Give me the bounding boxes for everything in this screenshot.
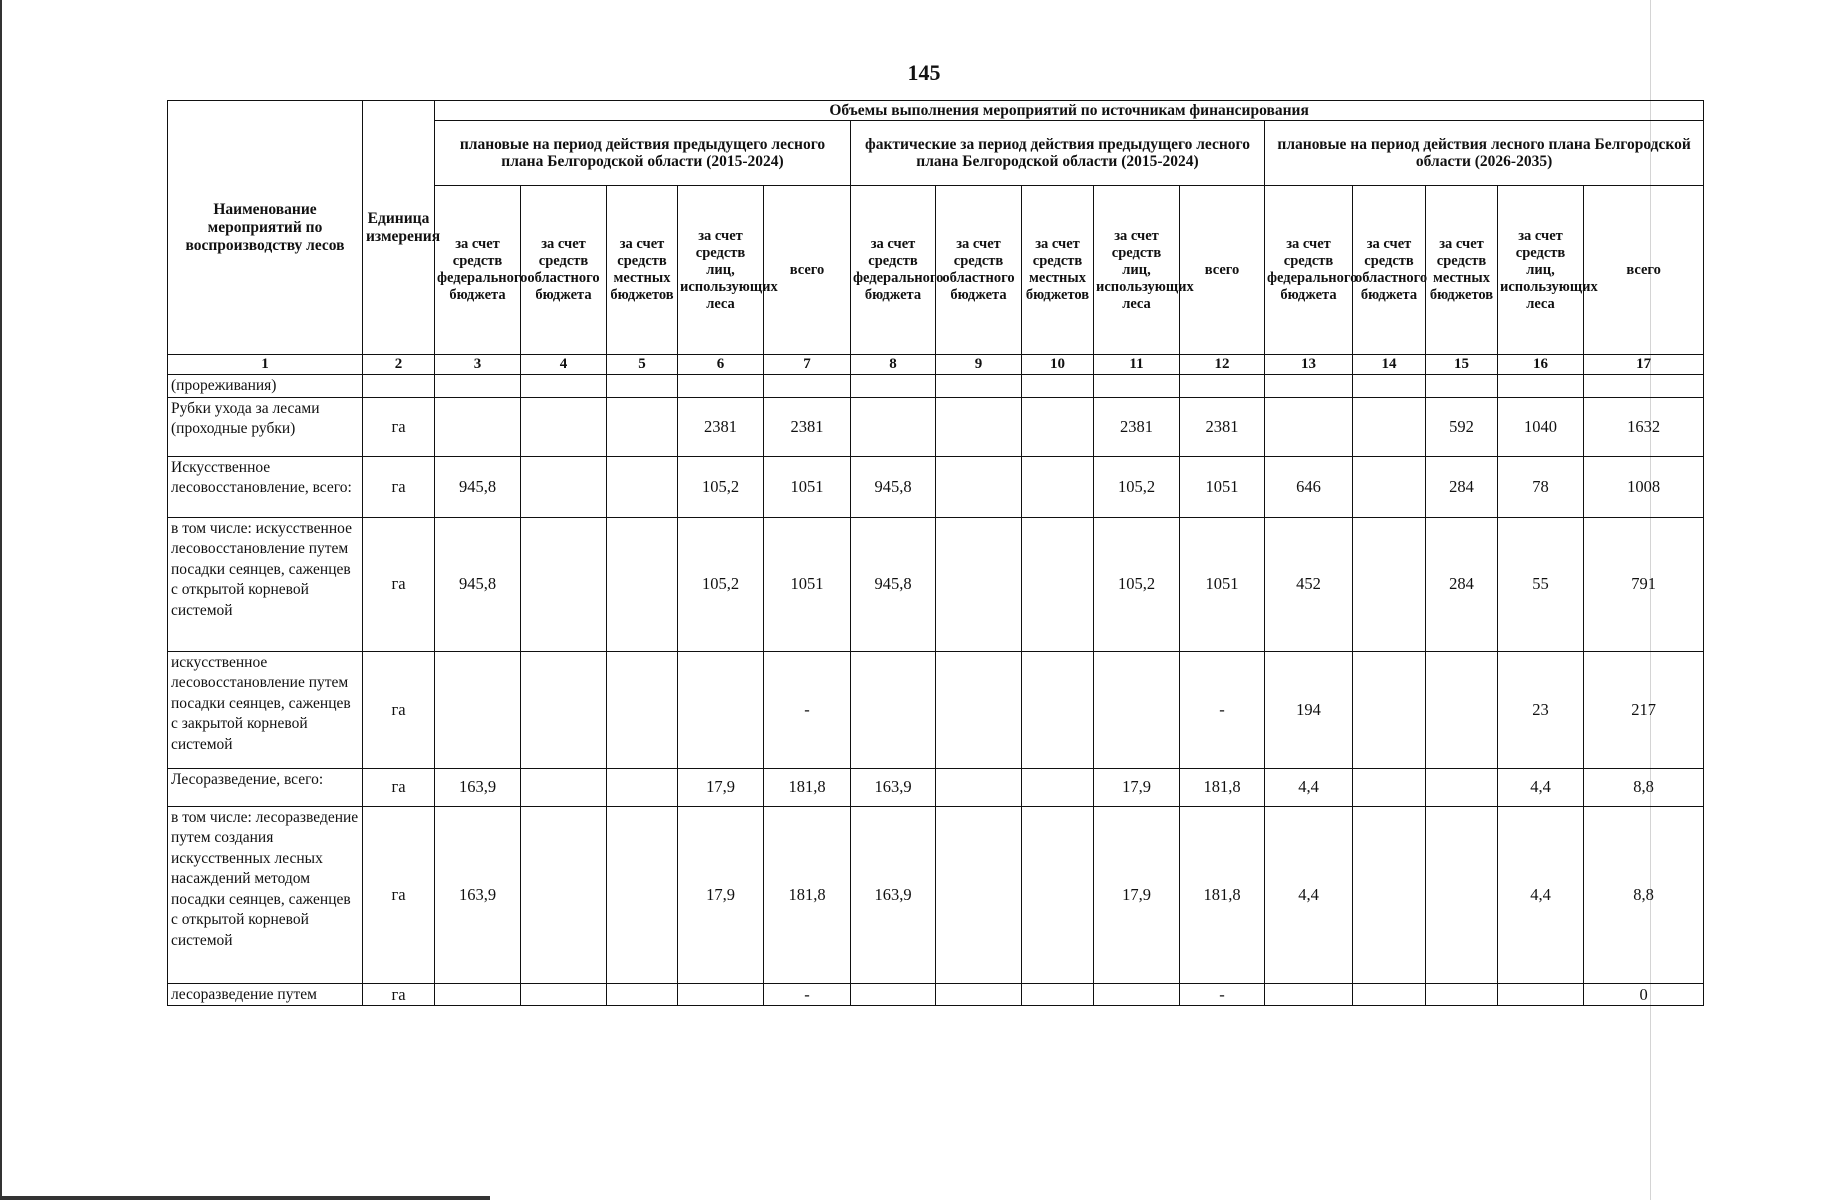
value-cell-col-13: 4,4 xyxy=(1265,768,1353,806)
table-row xyxy=(168,651,1704,768)
value-cell-col-7: - xyxy=(764,983,851,1006)
scan-left-edge xyxy=(0,0,2,1200)
value-cell-col-3 xyxy=(435,983,521,1006)
value-cell-col-15: 592 xyxy=(1426,397,1498,456)
value-cell-col-7: 1051 xyxy=(764,517,851,651)
value-cell-col-8: 163,9 xyxy=(851,768,936,806)
value-cell-col-12: 181,8 xyxy=(1180,768,1265,806)
value-cell-col-5 xyxy=(607,375,678,398)
value-cell-col-14 xyxy=(1353,456,1426,517)
activity-name-cell: искусственное лесовосстановление путем посадки сеянцев, саженцев с закрытой корневой системой xyxy=(168,651,363,768)
activity-name-cell: в том числе: лесоразведение путем создания искусственных лесных насаждений методом посадки сеянцев, саженцев с открытой корневой системой xyxy=(168,806,363,983)
table-row xyxy=(168,768,1704,806)
column-number-2: 2 xyxy=(363,355,435,375)
value-cell-col-14 xyxy=(1353,768,1426,806)
value-cell-col-3: 945,8 xyxy=(435,517,521,651)
unit-cell: га xyxy=(363,806,435,983)
value-cell-col-17 xyxy=(1584,375,1704,398)
value-cell-col-7: 181,8 xyxy=(764,768,851,806)
value-cell-col-8 xyxy=(851,375,936,398)
header-subcol-14: за счет средств областного бюджета xyxy=(1353,186,1426,355)
value-cell-col-6: 105,2 xyxy=(678,456,764,517)
column-number-5: 5 xyxy=(607,355,678,375)
activity-name-cell: в том числе: искусственное лесовосстановление путем посадки сеянцев, саженцев с открытой корневой системой xyxy=(168,517,363,651)
value-cell-col-14 xyxy=(1353,651,1426,768)
value-cell-col-4 xyxy=(521,651,607,768)
header-group-planned-new: плановые на период действия лесного плана Белгородской области (2026-2035) xyxy=(1265,121,1704,186)
column-number-4: 4 xyxy=(521,355,607,375)
value-cell-col-11: 2381 xyxy=(1094,397,1180,456)
column-number-8: 8 xyxy=(851,355,936,375)
column-number-15: 15 xyxy=(1426,355,1498,375)
reforestation-table xyxy=(167,100,1704,1006)
table-row xyxy=(168,375,1704,398)
value-cell-col-3 xyxy=(435,397,521,456)
value-cell-col-4 xyxy=(521,768,607,806)
value-cell-col-11: 17,9 xyxy=(1094,768,1180,806)
value-cell-col-5 xyxy=(607,456,678,517)
value-cell-col-5 xyxy=(607,983,678,1006)
value-cell-col-9 xyxy=(936,517,1022,651)
value-cell-col-11: 17,9 xyxy=(1094,806,1180,983)
value-cell-col-13 xyxy=(1265,397,1353,456)
value-cell-col-10 xyxy=(1022,397,1094,456)
value-cell-col-16: 55 xyxy=(1498,517,1584,651)
unit-cell: га xyxy=(363,456,435,517)
header-group-actual-previous: фактические за период действия предыдущего лесного плана Белгородской области (2015-2024) xyxy=(851,121,1265,186)
value-cell-col-3: 945,8 xyxy=(435,456,521,517)
table-row xyxy=(168,983,1704,1006)
unit-cell xyxy=(363,375,435,398)
value-cell-col-11: 105,2 xyxy=(1094,517,1180,651)
value-cell-col-10 xyxy=(1022,456,1094,517)
value-cell-col-6: 2381 xyxy=(678,397,764,456)
value-cell-col-16 xyxy=(1498,983,1584,1006)
value-cell-col-15 xyxy=(1426,768,1498,806)
value-cell-col-16: 4,4 xyxy=(1498,806,1584,983)
column-number-10: 10 xyxy=(1022,355,1094,375)
value-cell-col-6 xyxy=(678,983,764,1006)
column-number-7: 7 xyxy=(764,355,851,375)
value-cell-col-7: - xyxy=(764,651,851,768)
value-cell-col-16: 4,4 xyxy=(1498,768,1584,806)
header-subcol-9: за счет средств областного бюджета xyxy=(936,186,1022,355)
value-cell-col-14 xyxy=(1353,517,1426,651)
value-cell-col-8: 945,8 xyxy=(851,456,936,517)
value-cell-col-6: 105,2 xyxy=(678,517,764,651)
value-cell-col-4 xyxy=(521,517,607,651)
value-cell-col-4 xyxy=(521,983,607,1006)
value-cell-col-10 xyxy=(1022,517,1094,651)
table-row xyxy=(168,397,1704,456)
value-cell-col-12: 2381 xyxy=(1180,397,1265,456)
value-cell-col-12: 1051 xyxy=(1180,456,1265,517)
page-number: 145 xyxy=(907,60,941,85)
value-cell-col-11: 105,2 xyxy=(1094,456,1180,517)
reforestation-table-container xyxy=(167,100,1704,1006)
table-row xyxy=(168,456,1704,517)
header-subcol-4: за счет средств областного бюджета xyxy=(521,186,607,355)
value-cell-col-14 xyxy=(1353,806,1426,983)
header-subcol-3: за счет средств федерального бюджета xyxy=(435,186,521,355)
column-number-1: 1 xyxy=(168,355,363,375)
value-cell-col-10 xyxy=(1022,375,1094,398)
value-cell-col-17: 1632 xyxy=(1584,397,1704,456)
value-cell-col-10 xyxy=(1022,651,1094,768)
unit-cell: га xyxy=(363,517,435,651)
header-unit: Единица измерения xyxy=(363,101,435,355)
value-cell-col-8: 945,8 xyxy=(851,517,936,651)
value-cell-col-17: 0 xyxy=(1584,983,1704,1006)
value-cell-col-17: 217 xyxy=(1584,651,1704,768)
value-cell-col-11 xyxy=(1094,983,1180,1006)
value-cell-col-9 xyxy=(936,806,1022,983)
value-cell-col-10 xyxy=(1022,983,1094,1006)
value-cell-col-3: 163,9 xyxy=(435,768,521,806)
value-cell-col-5 xyxy=(607,806,678,983)
column-number-3: 3 xyxy=(435,355,521,375)
value-cell-col-4 xyxy=(521,375,607,398)
value-cell-col-14 xyxy=(1353,397,1426,456)
header-funding-volumes: Объемы выполнения мероприятий по источникам финансирования xyxy=(435,101,1704,121)
header-subcol-12: всего xyxy=(1180,186,1265,355)
unit-cell: га xyxy=(363,397,435,456)
value-cell-col-13: 194 xyxy=(1265,651,1353,768)
value-cell-col-10 xyxy=(1022,768,1094,806)
value-cell-col-4 xyxy=(521,456,607,517)
activity-name-cell: Искусственное лесовосстановление, всего: xyxy=(168,456,363,517)
value-cell-col-11 xyxy=(1094,375,1180,398)
value-cell-col-7: 2381 xyxy=(764,397,851,456)
header-activity-name: Наименование мероприятий по воспроизводству лесов xyxy=(168,101,363,355)
value-cell-col-9 xyxy=(936,397,1022,456)
value-cell-col-11 xyxy=(1094,651,1180,768)
value-cell-col-3 xyxy=(435,651,521,768)
value-cell-col-13 xyxy=(1265,983,1353,1006)
value-cell-col-13: 4,4 xyxy=(1265,806,1353,983)
header-subcol-6: за счет средств лиц, использующих леса xyxy=(678,186,764,355)
value-cell-col-14 xyxy=(1353,983,1426,1006)
value-cell-col-4 xyxy=(521,806,607,983)
value-cell-col-17: 8,8 xyxy=(1584,768,1704,806)
value-cell-col-3 xyxy=(435,375,521,398)
value-cell-col-12 xyxy=(1180,375,1265,398)
unit-cell: га xyxy=(363,768,435,806)
value-cell-col-13: 646 xyxy=(1265,456,1353,517)
value-cell-col-15: 284 xyxy=(1426,456,1498,517)
value-cell-col-5 xyxy=(607,397,678,456)
value-cell-col-3: 163,9 xyxy=(435,806,521,983)
column-number-11: 11 xyxy=(1094,355,1180,375)
value-cell-col-12: 1051 xyxy=(1180,517,1265,651)
value-cell-col-10 xyxy=(1022,806,1094,983)
value-cell-col-8 xyxy=(851,983,936,1006)
header-subcol-5: за счет средств местных бюджетов xyxy=(607,186,678,355)
value-cell-col-12: 181,8 xyxy=(1180,806,1265,983)
column-number-13: 13 xyxy=(1265,355,1353,375)
value-cell-col-13 xyxy=(1265,375,1353,398)
value-cell-col-12: - xyxy=(1180,983,1265,1006)
table-row xyxy=(168,806,1704,983)
value-cell-col-14 xyxy=(1353,375,1426,398)
value-cell-col-17: 8,8 xyxy=(1584,806,1704,983)
value-cell-col-6 xyxy=(678,375,764,398)
activity-name-cell: (прореживания) xyxy=(168,375,363,398)
value-cell-col-16: 23 xyxy=(1498,651,1584,768)
value-cell-col-15 xyxy=(1426,983,1498,1006)
header-subcol-11: за счет средств лиц, использующих леса xyxy=(1094,186,1180,355)
value-cell-col-17: 791 xyxy=(1584,517,1704,651)
value-cell-col-5 xyxy=(607,651,678,768)
value-cell-col-9 xyxy=(936,651,1022,768)
value-cell-col-4 xyxy=(521,397,607,456)
value-cell-col-7: 181,8 xyxy=(764,806,851,983)
value-cell-col-15: 284 xyxy=(1426,517,1498,651)
activity-name-cell: лесоразведение путем xyxy=(168,983,363,1006)
value-cell-col-16: 78 xyxy=(1498,456,1584,517)
header-subcol-10: за счет средств местных бюджетов xyxy=(1022,186,1094,355)
value-cell-col-8 xyxy=(851,397,936,456)
value-cell-col-12: - xyxy=(1180,651,1265,768)
value-cell-col-15 xyxy=(1426,651,1498,768)
value-cell-col-8: 163,9 xyxy=(851,806,936,983)
column-number-12: 12 xyxy=(1180,355,1265,375)
header-group-planned-previous: плановые на период действия предыдущего лесного плана Белгородской области (2015-2024) xyxy=(435,121,851,186)
column-number-6: 6 xyxy=(678,355,764,375)
value-cell-col-16: 1040 xyxy=(1498,397,1584,456)
value-cell-col-8 xyxy=(851,651,936,768)
header-subcol-7: всего xyxy=(764,186,851,355)
column-number-14: 14 xyxy=(1353,355,1426,375)
header-subcol-15: за счет средств местных бюджетов xyxy=(1426,186,1498,355)
value-cell-col-7 xyxy=(764,375,851,398)
value-cell-col-6 xyxy=(678,651,764,768)
value-cell-col-6: 17,9 xyxy=(678,806,764,983)
unit-cell: га xyxy=(363,983,435,1006)
header-subcol-17: всего xyxy=(1584,186,1704,355)
column-number-17: 17 xyxy=(1584,355,1704,375)
value-cell-col-17: 1008 xyxy=(1584,456,1704,517)
table-row xyxy=(168,517,1704,651)
value-cell-col-9 xyxy=(936,768,1022,806)
header-subcol-8: за счет средств федерального бюджета xyxy=(851,186,936,355)
value-cell-col-5 xyxy=(607,517,678,651)
value-cell-col-7: 1051 xyxy=(764,456,851,517)
column-number-9: 9 xyxy=(936,355,1022,375)
column-number-16: 16 xyxy=(1498,355,1584,375)
scan-bottom-edge xyxy=(0,1196,490,1200)
value-cell-col-16 xyxy=(1498,375,1584,398)
value-cell-col-9 xyxy=(936,456,1022,517)
header-subcol-13: за счет средств федерального бюджета xyxy=(1265,186,1353,355)
value-cell-col-5 xyxy=(607,768,678,806)
value-cell-col-9 xyxy=(936,983,1022,1006)
header-subcol-16: за счет средств лиц, использующих леса xyxy=(1498,186,1584,355)
value-cell-col-13: 452 xyxy=(1265,517,1353,651)
value-cell-col-15 xyxy=(1426,375,1498,398)
value-cell-col-9 xyxy=(936,375,1022,398)
unit-cell: га xyxy=(363,651,435,768)
value-cell-col-6: 17,9 xyxy=(678,768,764,806)
value-cell-col-15 xyxy=(1426,806,1498,983)
activity-name-cell: Лесоразведение, всего: xyxy=(168,768,363,806)
activity-name-cell: Рубки ухода за лесами (проходные рубки) xyxy=(168,397,363,456)
